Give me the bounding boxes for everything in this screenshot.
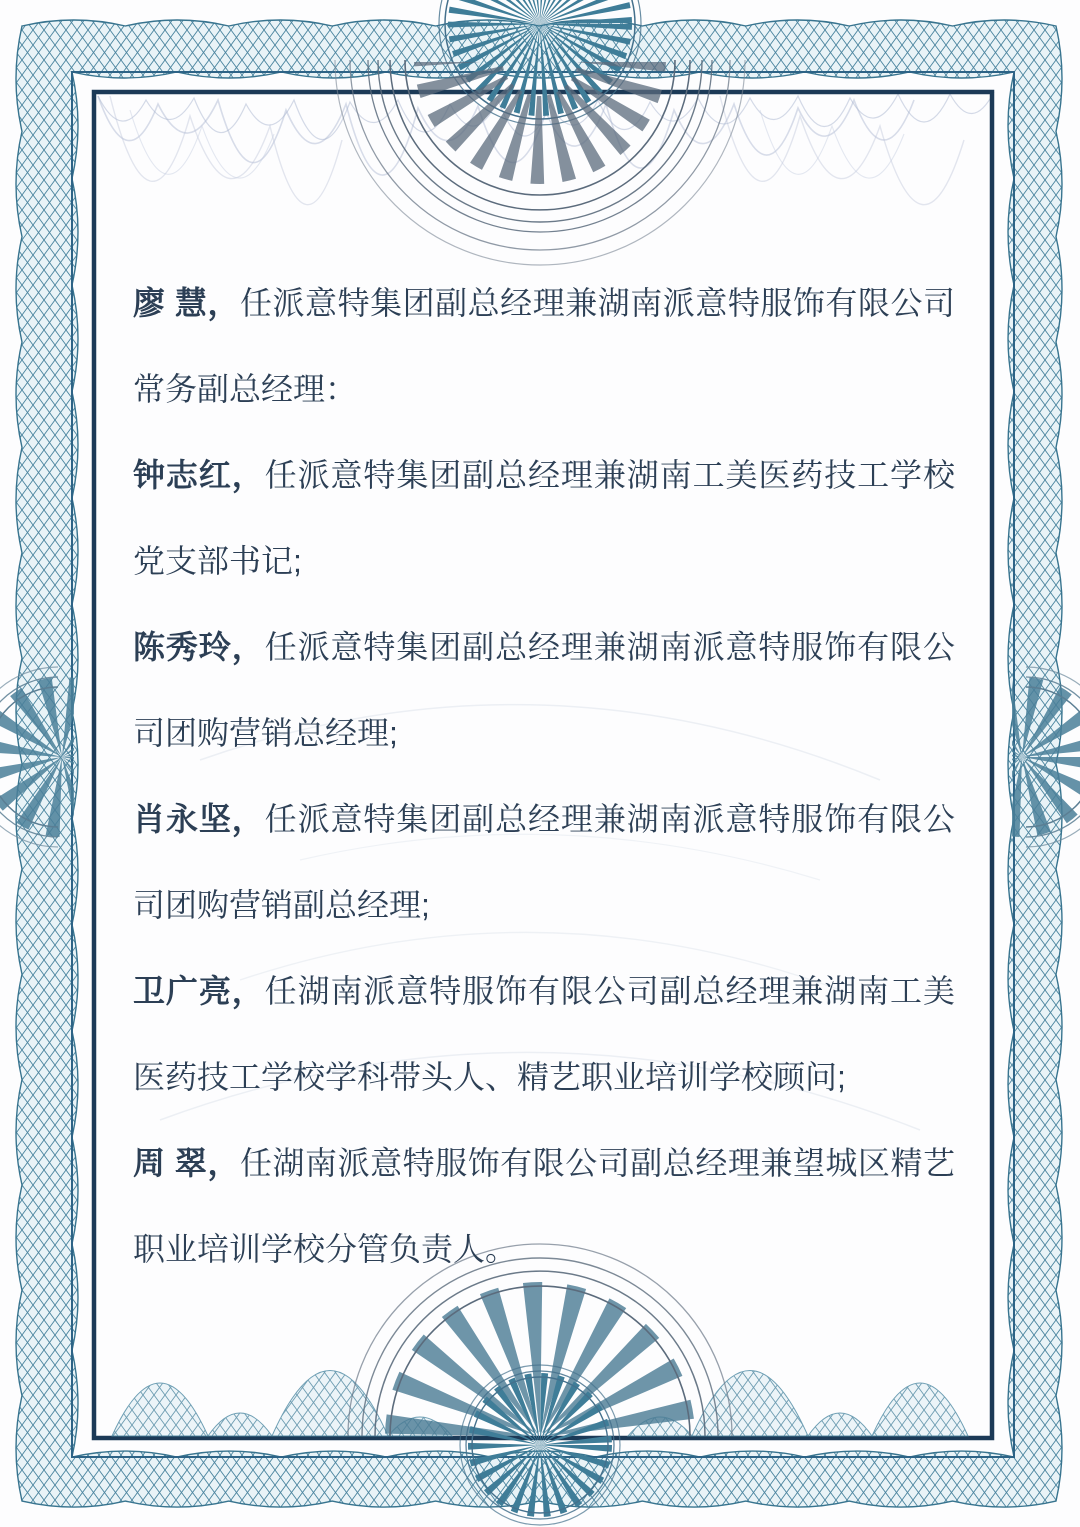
- person-name: 廖 慧: [133, 285, 208, 321]
- person-name: 周 翠: [133, 1145, 208, 1181]
- appointment-entry: [133, 1120, 955, 1292]
- person-name: 陈秀玲: [133, 629, 232, 665]
- entry-text: 任湖南派意特服饰有限公司副总经理兼湖南工美医药技工学校学科带头人、精艺职业培训学校顾问;: [133, 973, 955, 1095]
- entry-text: 任派意特集团副总经理兼湖南工美医药技工学校党支部书记;: [133, 457, 955, 579]
- person-name: 肖永坚: [133, 801, 232, 837]
- appointment-entry: [133, 776, 955, 948]
- appointment-entry: [133, 948, 955, 1120]
- appointment-list: [133, 260, 955, 1292]
- person-name: 卫广亮: [133, 973, 232, 1009]
- name-separator: ，: [231, 629, 265, 665]
- name-separator: ，: [207, 285, 240, 321]
- entry-text: 任湖南派意特服饰有限公司副总经理兼望城区精艺职业培训学校分管负责人。: [133, 1145, 955, 1267]
- appointment-entry: [133, 260, 955, 432]
- entry-text: 任派意特集团副总经理兼湖南派意特服饰有限公司常务副总经理：: [133, 285, 955, 407]
- appointment-entry: [133, 432, 955, 604]
- name-separator: ，: [231, 801, 265, 837]
- entry-text: 任派意特集团副总经理兼湖南派意特服饰有限公司团购营销副总经理;: [133, 801, 955, 923]
- name-separator: ，: [231, 973, 265, 1009]
- appointment-entry: [133, 604, 955, 776]
- name-separator: ，: [231, 457, 265, 493]
- name-separator: ，: [207, 1145, 240, 1181]
- entry-text: 任派意特集团副总经理兼湖南派意特服饰有限公司团购营销总经理;: [133, 629, 955, 751]
- person-name: 钟志红: [133, 457, 232, 493]
